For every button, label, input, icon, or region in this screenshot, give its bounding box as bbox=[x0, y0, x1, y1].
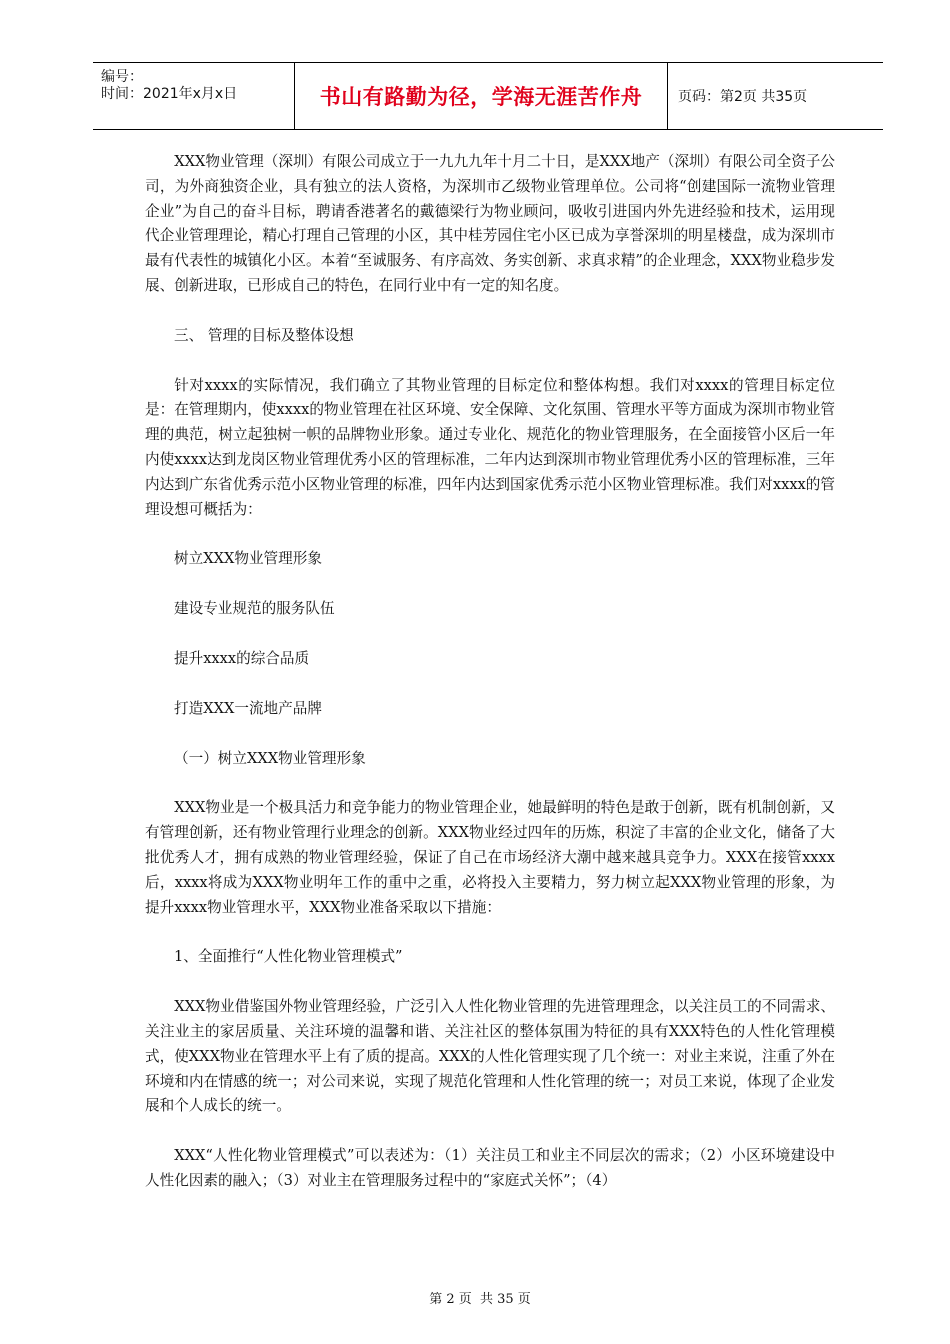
document-time: 时间：2021年x月x日 bbox=[101, 86, 238, 102]
header-page-info: 页码：第2页 共35页 bbox=[678, 89, 808, 105]
header-meta bbox=[93, 63, 295, 129]
list-item-goal-3: 提升xxxx的综合品质 bbox=[174, 649, 310, 667]
paragraph-humanized-model: XXX“人性化物业管理模式”可以表述为：（1）关注员工和业主不同层次的需求；（2）小区环境建设中人性化因素的融入；（3）对业主在管理服务过程中的“家庭式关怀”；（4） bbox=[145, 1147, 835, 1189]
list-item-goal-1: 树立XXX物业管理形象 bbox=[174, 550, 322, 568]
document-code-label: 编号： bbox=[101, 69, 143, 85]
subsection-heading-1: （一）树立XXX物业管理形象 bbox=[174, 749, 366, 767]
header-motto: 书山有路勤为径，学海无涯苦作舟 bbox=[319, 85, 643, 109]
paragraph-company-intro: XXX物业管理（深圳）有限公司成立于一九九九年十月二十日，是XXX地产（深圳）有限公司全资子公司，为外商独资企业，具有独立的法人资格，为深圳市乙级物业管理单位。公司将“创建国际一流物业管理企业”为自己的奋斗目标，聘请香港著名的戴德梁行为物业顾问，吸收引进国内外先进经验和技术，运用现代企业管理理论，精心打理自己管理的小区，其中桂芳园住宅小区已成为享誉深圳的明星楼盘，成为深圳市最有代表性的城镇化小区。本着“至诚服务、有序高效、务实创新、求真求精”的企业理念，XXX物业稳步发展、创新进取，已形成自己的特色，在同行业中有一定的知名度。 bbox=[145, 153, 835, 294]
page-footer: 第 2 页 共 35 页 bbox=[429, 1292, 531, 1307]
item-heading-1: 1、全面推行“人性化物业管理模式” bbox=[174, 948, 403, 966]
document-body bbox=[145, 150, 835, 1194]
list-item-goal-2: 建设专业规范的服务队伍 bbox=[174, 600, 335, 618]
header-motto-cell bbox=[295, 63, 668, 129]
list-item-goal-4: 打造XXX一流地产品牌 bbox=[174, 699, 322, 717]
paragraph-xxx-property: XXX物业是一个极具活力和竞争能力的物业管理企业，她最鲜明的特色是敢于创新，既有机制创新，又有管理创新，还有物业管理行业理念的创新。XXX物业经过四年的历炼，积淀了丰富的企业文化，储备了大批优秀人才，拥有成熟的物业管理经验，保证了自己在市场经济大潮中越来越具竞争力。XXX在接管xxxx后，xxxx将成为XXX物业明年工作的重中之重，必将投入主要精力，努力树立起XXX物业管理的形象，为提升xxxx物业管理水平，XXX物业准备采取以下措施： bbox=[145, 799, 836, 916]
document-header bbox=[93, 62, 883, 130]
paragraph-humanized-management: XXX物业借鉴国外物业管理经验，广泛引入人性化物业管理的先进管理理念，以关注员工的不同需求、关注业主的家居质量、关注环境的温馨和谐、关注社区的整体氛围为特征的具有XXX特色的人性化管理模式，使XXX物业在管理水平上有了质的提高。XXX的人性化管理实现了几个统一：对业主来说，注重了外在环境和内在情感的统一；对公司来说，实现了规范化管理和人性化管理的统一；对员工来说，体现了企业发展和个人成长的统一。 bbox=[145, 998, 835, 1115]
section-heading-3: 三、 管理的目标及整体设想 bbox=[174, 326, 354, 344]
paragraph-management-goals: 针对xxxx的实际情况，我们确立了其物业管理的目标定位和整体构想。我们对xxxx的管理目标定位是：在管理期内，使xxxx的物业管理在社区环境、安全保障、文化氛围、管理水平等方面成为深圳市物业管理的典范，树立起独树一帜的品牌物业形象。通过专业化、规范化的物业管理服务，在全面接管小区后一年内使xxxx达到龙岗区物业管理优秀小区的管理标准，二年内达到深圳市物业管理优秀小区的管理标准，三年内达到广东省优秀示范小区物业管理的标准，四年内达到国家优秀示范小区物业管理标准。我们对xxxx的管理设想可概括为： bbox=[145, 376, 835, 518]
